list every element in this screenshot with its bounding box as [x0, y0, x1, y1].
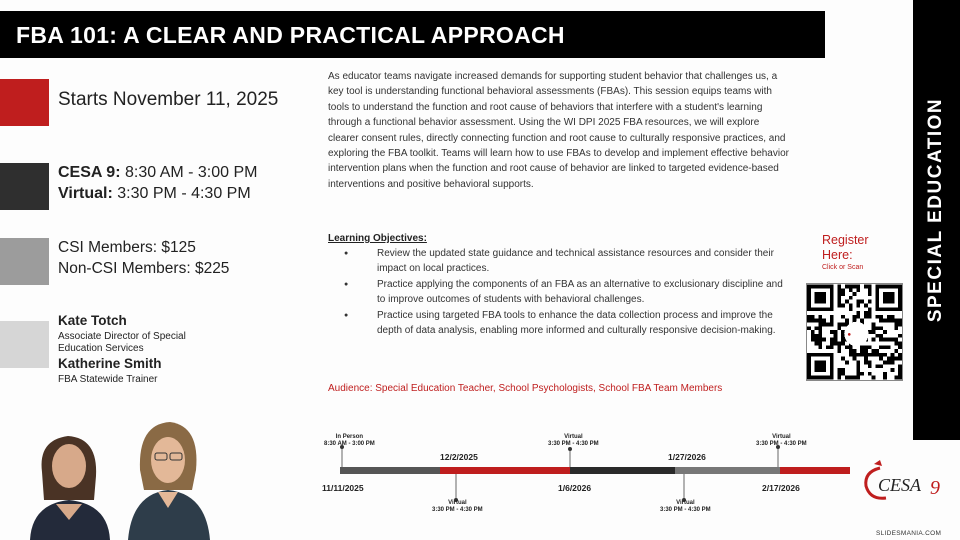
audience: Audience: Special Education Teacher, School Psychologists, School FBA Team Members	[328, 383, 723, 394]
register-hint: Click or Scan	[822, 264, 864, 271]
timeline-date: 1/27/2026	[668, 452, 706, 462]
timeline-segment	[780, 467, 850, 474]
timeline-event-label	[660, 500, 711, 514]
presenter-role: Associate Director of Special	[58, 331, 186, 342]
session-description: As educator teams navigate increased demands for supporting student behavior that challenges us, a key tool is understanding functional behavioral assessments (FBAs). This session equips teams with tools to understand the function and root cause of behaviors that interfere with a student's learning through a functional behavior assessment. Using the WI DPI 2025 FBA resources, we will explore clearer consent rules, directly connecting function and root cause to culturally responsive practices, and exploring the FBA toolkit. Teams will learn how to use FBAs to develop and implement effective behavior intervention plans when the function and root cause of behavior are linked to targeted evidence-based interventions and positive behavioral supports.	[328, 71, 789, 190]
schedule-time: 3:30 PM - 4:30 PM	[117, 185, 251, 202]
price-csi: CSI Members: $125	[58, 239, 196, 256]
accent-swatch-light	[0, 321, 49, 368]
presenter-photo-1	[30, 436, 110, 540]
objective-item: ● Practice applying the components of an FBA as an alternative to exclusionary discipline and to improve outcomes of students with behavioral challenges.	[328, 277, 790, 308]
event-time: 3:30 PM - 4:30 PM	[432, 507, 483, 513]
credit: SLIDESMANIA.COM	[876, 530, 942, 537]
timeline-date: 12/2/2025	[440, 452, 478, 462]
objectives-heading: Learning Objectives:	[328, 233, 427, 244]
register-link[interactable]	[822, 233, 869, 263]
register-label: Register	[822, 233, 869, 247]
presenter-photo-2	[128, 422, 210, 540]
timeline-event-label	[548, 434, 599, 448]
schedule-time: 8:30 AM - 3:00 PM	[124, 164, 258, 181]
schedule-in-person	[58, 164, 258, 182]
timeline-event-label	[432, 500, 483, 514]
timeline-date: 11/11/2025	[322, 483, 364, 493]
presenters-photo	[20, 420, 220, 540]
presenter-name: Katherine Smith	[58, 356, 162, 371]
svg-text:•: •	[847, 329, 852, 342]
event-mode: In Person	[335, 434, 364, 440]
objective-item: ● Review the updated state guidance and technical assistance resources and consider their impact on local practices.	[328, 246, 790, 277]
cesa-logo-icon	[860, 458, 955, 506]
timeline-segment	[675, 467, 780, 474]
event-mode: Virtual	[676, 500, 695, 506]
timeline-event-label	[324, 434, 375, 448]
event-mode: Virtual	[564, 434, 583, 440]
timeline-date: 1/6/2026	[558, 483, 592, 493]
event-time: 3:30 PM - 4:30 PM	[756, 441, 807, 447]
event-mode: Virtual	[772, 434, 791, 440]
event-time: 3:30 PM - 4:30 PM	[660, 507, 711, 513]
schedule-virtual	[58, 185, 251, 203]
event-time: 8:30 AM - 3:00 PM	[324, 441, 375, 447]
event-mode: Virtual	[448, 500, 467, 506]
qr-code-icon[interactable]	[806, 283, 903, 381]
timeline	[310, 425, 870, 530]
accent-swatch-dark	[0, 163, 49, 210]
svg-text:CESA: CESA	[878, 475, 921, 495]
register-label: Here:	[822, 248, 853, 262]
start-date: Starts November 11, 2025	[58, 89, 279, 110]
timeline-segment	[340, 467, 440, 474]
svg-text:9: 9	[930, 477, 940, 499]
timeline-date: 2/17/2026	[762, 483, 800, 493]
objective-item: ● Practice using targeted FBA tools to enhance the data collection process and improve the depth of data analysis, enabling more informed and culturally responsive decision-making.	[328, 308, 790, 339]
side-label: SPECIAL EDUCATION	[925, 97, 946, 323]
timeline-segment	[440, 467, 570, 474]
event-time: 3:30 PM - 4:30 PM	[548, 441, 599, 447]
price-non-csi: Non-CSI Members: $225	[58, 260, 230, 277]
accent-swatch-gray	[0, 238, 49, 285]
presenter-role: Education Services	[58, 343, 144, 354]
page-title: FBA 101: A CLEAR AND PRACTICAL APPROACH	[16, 22, 565, 48]
presenter-name: Kate Totch	[58, 313, 127, 328]
schedule-label: Virtual:	[58, 185, 113, 202]
schedule-label: CESA 9:	[58, 164, 121, 181]
objectives-list	[328, 246, 790, 338]
timeline-segment	[570, 467, 675, 474]
presenter-role: FBA Statewide Trainer	[58, 374, 158, 385]
timeline-event-label	[756, 434, 807, 448]
accent-swatch-red	[0, 79, 49, 126]
